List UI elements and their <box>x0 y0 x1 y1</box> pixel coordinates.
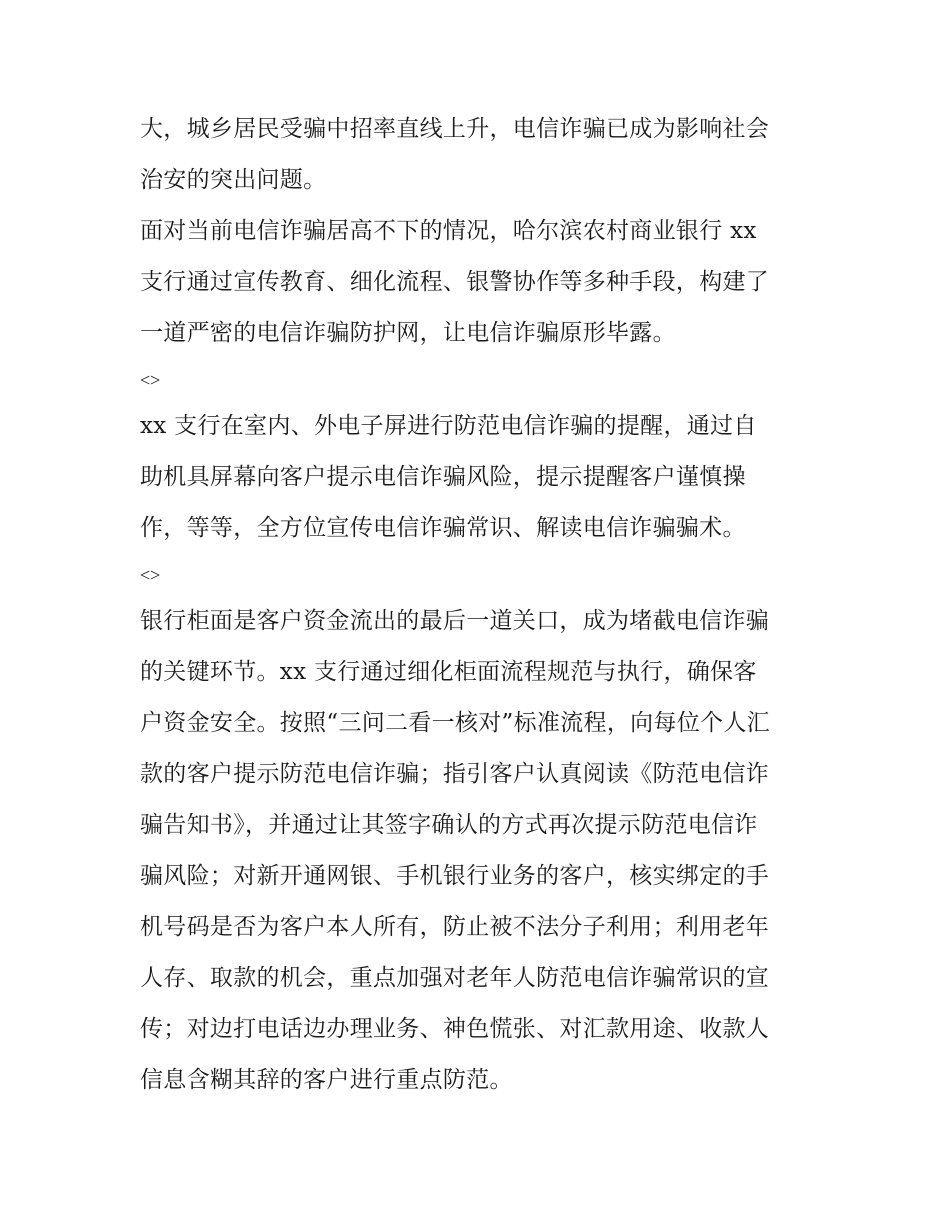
paragraph-counter-process <box>140 596 820 1106</box>
text-line: 治安的突出问题。 <box>140 167 327 193</box>
text-line: 大，城乡居民受骗中招率直线上升，电信诈骗已成为影响社会 <box>140 116 770 142</box>
section-marker: <> <box>140 565 161 585</box>
text-line: 作，等等，全方位宣传电信诈骗常识、解读电信诈骗骗术。 <box>140 515 746 541</box>
text-line: 传；对边打电话边办理业务、神色慌张、对汇款用途、收款人 <box>140 1016 770 1042</box>
document-body <box>140 104 820 1106</box>
text-line: 机号码是否为客户本人所有，防止被不法分子利用；利用老年 <box>140 914 770 940</box>
text-line: 款的客户提示防范电信诈骗；指引客户认真阅读《防范电信诈 <box>140 761 770 787</box>
text-line: 银行柜面是客户资金流出的最后一道关口，成为堵截电信诈骗 <box>140 608 770 634</box>
text-line: 助机具屏幕向客户提示电信诈骗风险，提示提醒客户谨慎操 <box>140 464 746 490</box>
text-line: 人存、取款的机会，重点加强对老年人防范电信诈骗常识的宣 <box>140 965 770 991</box>
text-line: 面对当前电信诈骗居高不下的情况，哈尔滨农村商业银行 xx <box>140 218 757 244</box>
text-line: 信息含糊其辞的客户进行重点防范。 <box>140 1067 513 1093</box>
text-line: 骗告知书》，并通过让其签字确认的方式再次提示防范电信诈 <box>140 812 758 838</box>
text-line: xx 支行在室内、外电子屏进行防范电信诈骗的提醒，通过自 <box>140 413 757 439</box>
text-line: 骗风险；对新开通网银、手机银行业务的客户，核实绑定的手 <box>140 863 770 889</box>
section-marker: <> <box>140 370 161 390</box>
text-line: 的关键环节。xx 支行通过细化柜面流程规范与执行，确保客 <box>140 659 757 685</box>
paragraph-intro <box>140 206 820 359</box>
paragraph-publicity <box>140 401 820 554</box>
text-line: 支行通过宣传教育、细化流程、银警协作等多种手段，构建了 <box>140 269 770 295</box>
text-line: 户资金安全。按照“三问二看一核对”标准流程，向每位个人汇 <box>140 710 770 736</box>
text-line: 一道严密的电信诈骗防护网，让电信诈骗原形毕露。 <box>140 320 676 346</box>
paragraph-continuation <box>140 104 820 206</box>
